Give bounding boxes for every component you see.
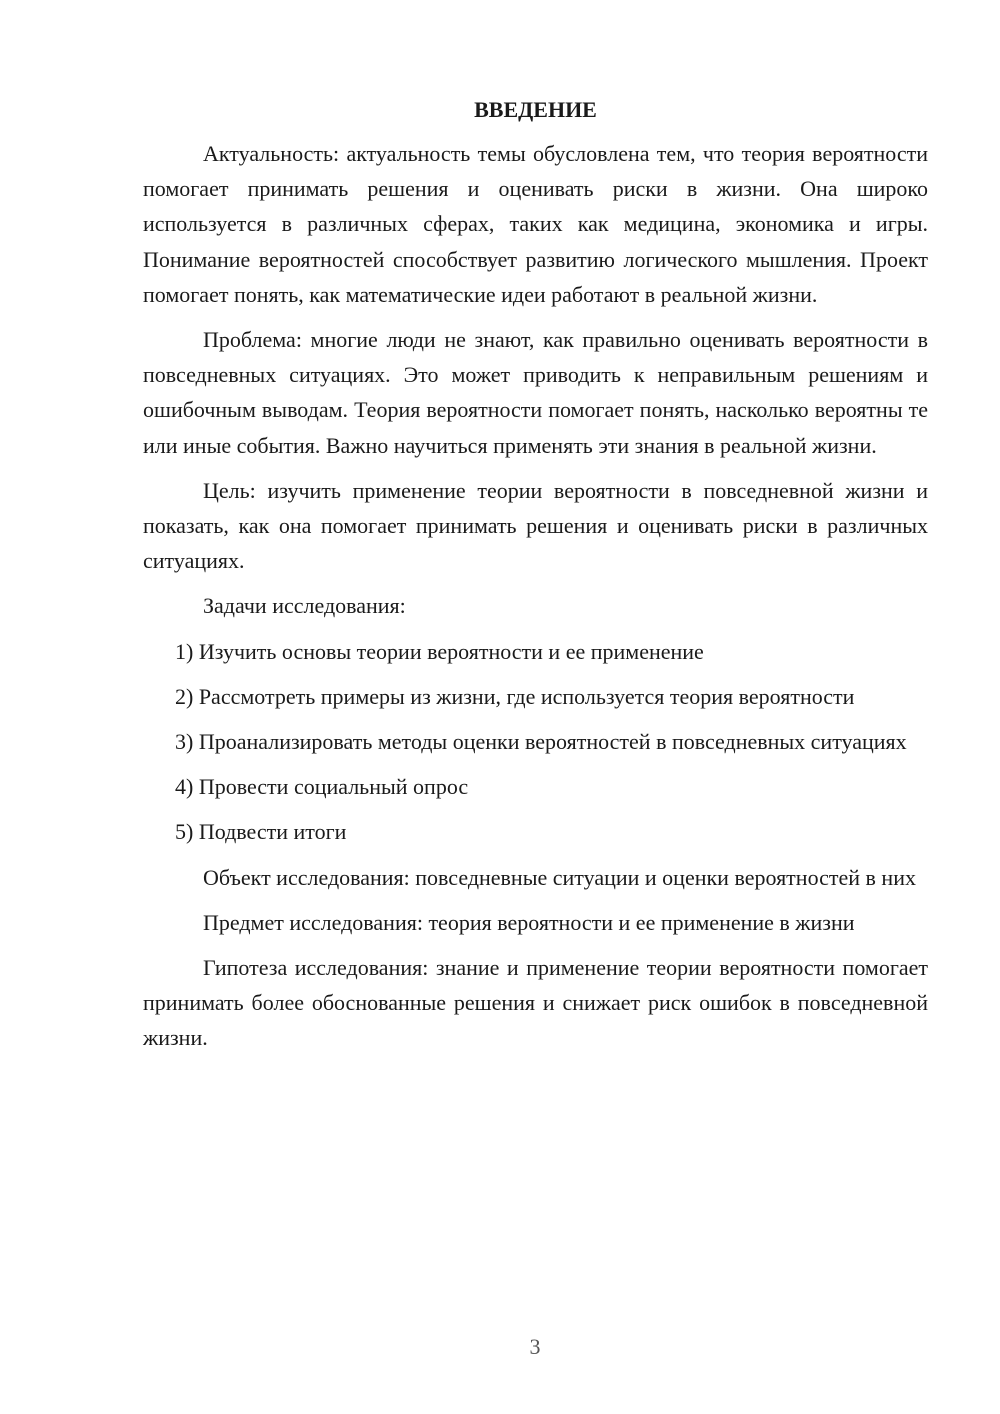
list-item: 2) Рассмотреть примеры из жизни, где используется теория вероятности: [175, 683, 855, 709]
page-number: 3: [529, 1334, 541, 1359]
paragraph-relevance: Актуальность: актуальность темы обусловлена тем, что теория вероятности помогает принимать решения и оценивать риски в жизни. Она широко используется в различных сферах, таких как медицина, экономика и игры. Понимание вероятностей способствует развитию логического мышления. Проект помогает понять, как математические идеи работают в реальной жизни.: [143, 141, 928, 307]
tasks-list: [143, 634, 928, 850]
paragraph-hypothesis: Гипотеза исследования: знание и применение теории вероятности помогает принимать более обоснованные решения и снижает риск ошибок в повседневной жизни.: [143, 955, 928, 1051]
paragraph-object: Объект исследования: повседневные ситуации и оценки вероятностей в них: [203, 864, 916, 890]
list-item: 1) Изучить основы теории вероятности и ее применение: [175, 638, 704, 664]
paragraph-problem: Проблема: многие люди не знают, как правильно оценивать вероятности в повседневных ситуациях. Это может приводить к неправильным решениям и ошибочным выводам. Теория вероятности помогает понять, насколько вероятны те или иные события. Важно научиться применять эти знания в реальной жизни.: [143, 327, 928, 458]
list-item: 5) Подвести итоги: [175, 819, 347, 845]
page-title: ВВЕДЕНИЕ: [474, 97, 597, 122]
tasks-heading: Задачи исследования:: [203, 593, 406, 619]
list-item: 3) Проанализировать методы оценки вероятностей в повседневных ситуациях: [175, 729, 907, 755]
list-item: 4) Провести социальный опрос: [175, 774, 469, 800]
document-page: [143, 92, 928, 1066]
paragraph-subject: Предмет исследования: теория вероятности и ее применение в жизни: [203, 909, 855, 935]
paragraph-goal: Цель: изучить применение теории вероятности в повседневной жизни и показать, как она помогает принимать решения и оценивать риски в различных ситуациях.: [143, 477, 928, 574]
